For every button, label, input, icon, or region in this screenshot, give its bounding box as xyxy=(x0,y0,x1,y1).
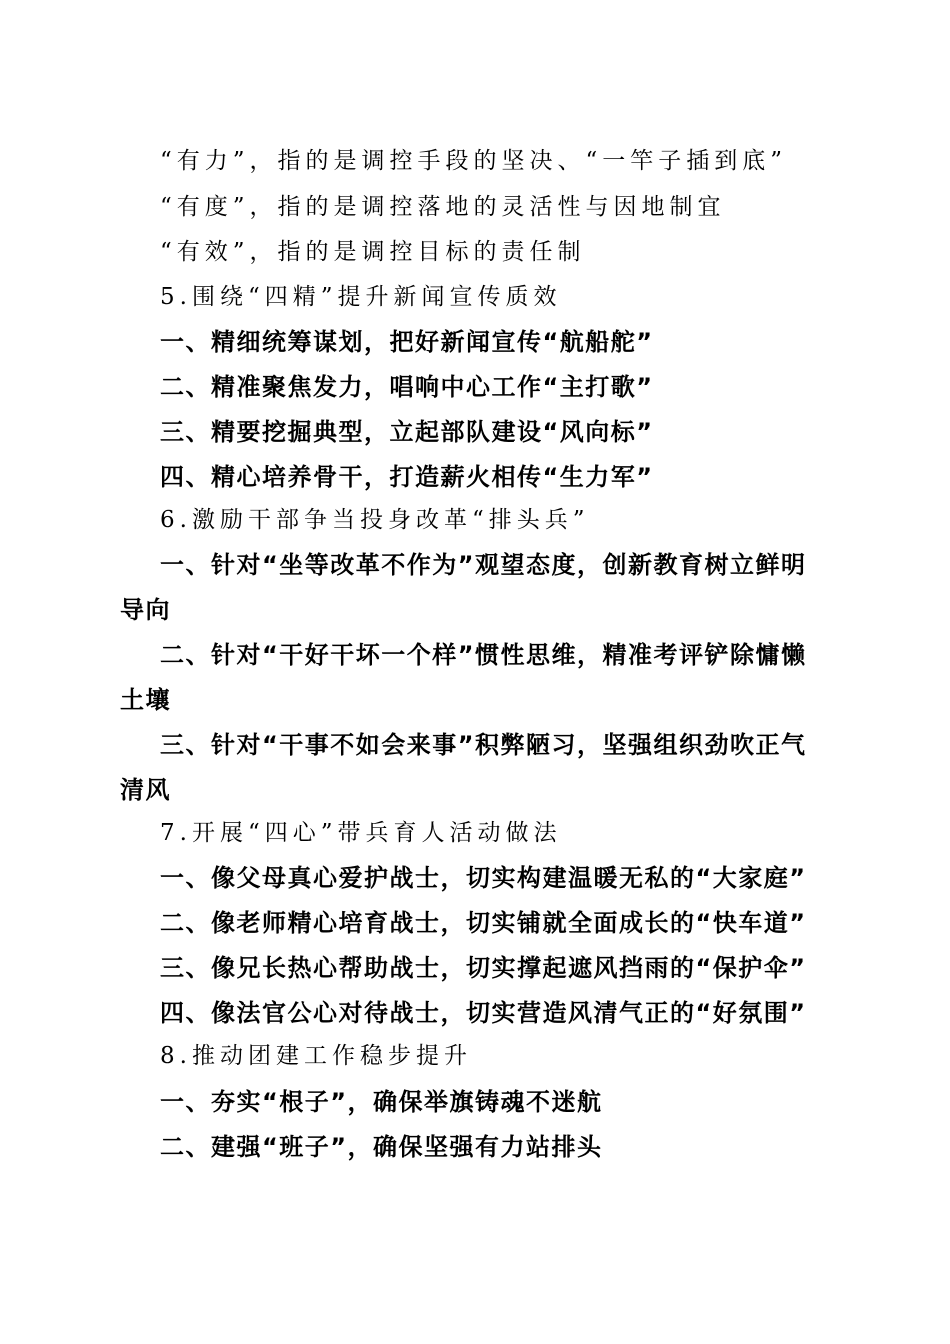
text-line: 三、针对“干事不如会来事”积弊陋习，坚强组织劲吹正气 xyxy=(160,731,807,759)
text-line: 土壤 xyxy=(120,686,171,714)
text-line: “有度”，指的是调控落地的灵活性与因地制宜 xyxy=(160,194,726,220)
text-line: 一、像父母真心爱护战士，切实构建温暖无私的“大家庭” xyxy=(160,864,807,892)
text-line: 一、夯实“根子”，确保举旗铸魂不迷航 xyxy=(160,1088,603,1116)
section-heading: 8.推动团建工作稳步提升 xyxy=(160,1043,472,1069)
text-line: 清风 xyxy=(120,776,171,804)
text-line: 导向 xyxy=(120,596,171,624)
text-line: 一、精细统筹谋划，把好新闻宣传“航船舵” xyxy=(160,328,654,356)
text-line: 二、建强“班子”，确保坚强有力站排头 xyxy=(160,1133,603,1161)
section-heading: 7.开展“四心”带兵育人活动做法 xyxy=(160,820,562,846)
section-heading: 5.围绕“四精”提升新闻宣传质效 xyxy=(160,284,562,310)
text-line: 四、精心培养骨干，打造薪火相传“生力军” xyxy=(160,463,654,491)
text-line: 二、精准聚焦发力，唱响中心工作“主打歌” xyxy=(160,373,654,401)
text-line: “有力”，指的是调控手段的坚决、“一竿子插到底” xyxy=(160,148,788,174)
text-line: 三、像兄长热心帮助战士，切实撑起遮风挡雨的“保护伞” xyxy=(160,954,807,982)
text-line: “有效”，指的是调控目标的责任制 xyxy=(160,239,586,265)
text-line: 二、针对“干好干坏一个样”惯性思维，精准考评铲除慵懒 xyxy=(160,641,807,669)
text-line: 四、像法官公心对待战士，切实营造风清气正的“好氛围” xyxy=(160,999,807,1027)
text-line: 二、像老师精心培育战士，切实铺就全面成长的“快车道” xyxy=(160,909,807,937)
text-line: 一、针对“坐等改革不作为”观望态度，创新教育树立鲜明 xyxy=(160,551,807,579)
text-line: 三、精要挖掘典型，立起部队建设“风向标” xyxy=(160,418,654,446)
section-heading: 6.激励干部争当投身改革“排头兵” xyxy=(160,507,590,533)
